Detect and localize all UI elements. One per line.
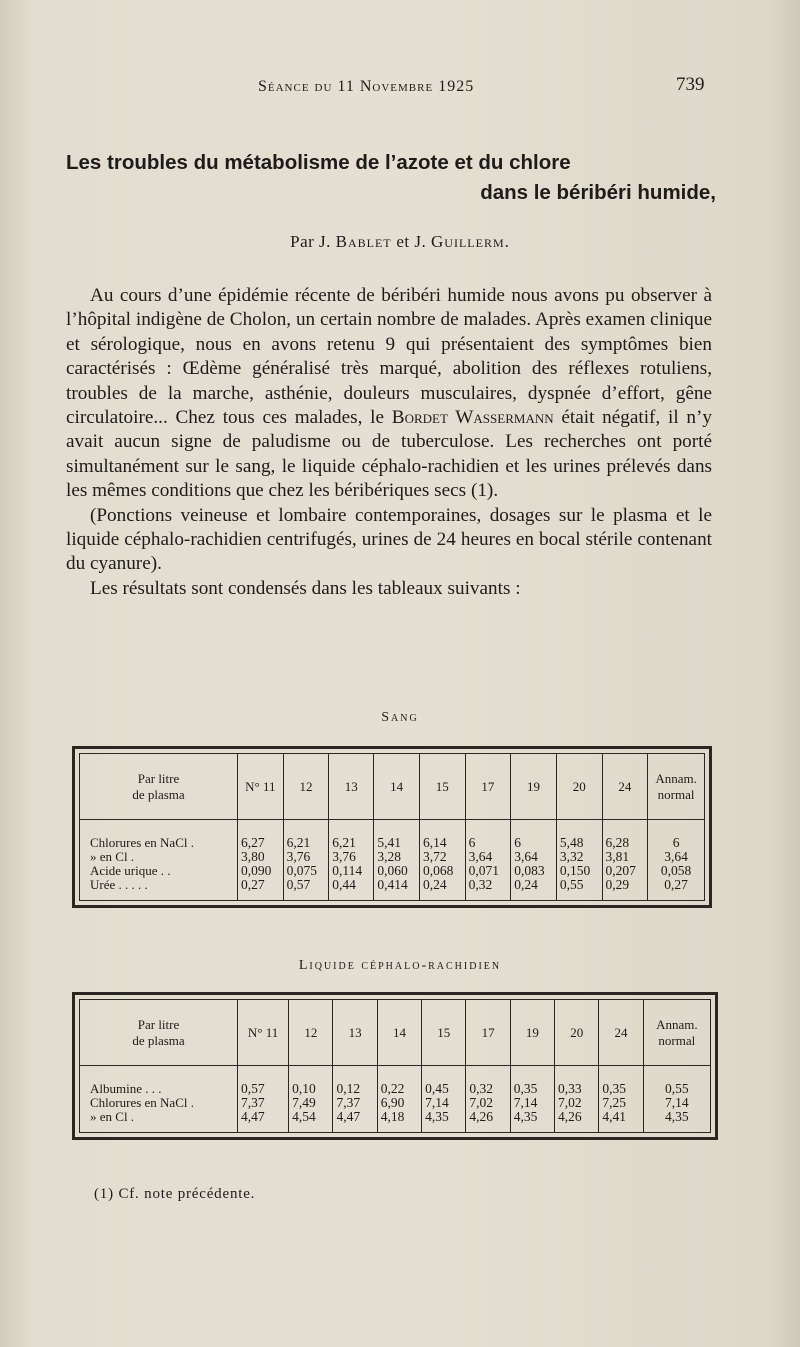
sang-col-header: 15 xyxy=(419,754,465,820)
sang-col-header-normal: Annam. normal xyxy=(648,754,705,820)
table-cell: 4,35 xyxy=(643,1110,710,1124)
paragraph-1-part-b: était négatif, il n’y avait aucun signe de paludisme ou de tuberculose. Les recherches ont porté simultanément sur le sang, le liquide céphalo-rachidien et les urines prélevés dans les mêmes conditions que chez les béribériques secs (1). xyxy=(66,407,713,502)
lcr-header-row xyxy=(80,1000,711,1066)
table-cell: 0,12 xyxy=(333,1082,377,1096)
table-cell: 3,64 xyxy=(511,850,557,864)
table-cell: 3,76 xyxy=(329,850,374,864)
sang-col-header: 19 xyxy=(511,754,557,820)
table-cell: 0,27 xyxy=(238,878,284,892)
table-cell: 0,32 xyxy=(465,878,511,892)
table-cell: 5,41 xyxy=(374,836,420,850)
table-cell: 4,35 xyxy=(510,1110,554,1124)
table-row xyxy=(80,1096,711,1110)
article-title-line-2: dans le béribéri humide, xyxy=(480,181,716,204)
byline-and: et J. xyxy=(396,232,427,251)
table-cell: 0,57 xyxy=(283,878,329,892)
paragraph-2: (Ponctions veineuse et lombaire contemporaines, dosages sur le plasma et le liquide céphalo-rachidien centrifugés, urines de 24 heures en bocal stérile contenant du cyanure). xyxy=(66,504,712,575)
table-cell: 4,47 xyxy=(238,1110,289,1124)
table-cell: 0,32 xyxy=(466,1082,510,1096)
lcr-col-header: 15 xyxy=(422,1000,466,1066)
table-cell: 4,26 xyxy=(555,1110,599,1124)
lcr-col-header: 19 xyxy=(510,1000,554,1066)
lcr-col-header: 13 xyxy=(333,1000,377,1066)
table-cell: 0,24 xyxy=(511,878,557,892)
table-cell: 0,27 xyxy=(648,878,705,892)
spacer-row xyxy=(80,1124,711,1133)
table-cell: 4,35 xyxy=(422,1110,466,1124)
row-label: Acide urique . . xyxy=(90,863,171,878)
table-cell: 0,24 xyxy=(419,878,465,892)
table-cell: 3,76 xyxy=(283,850,329,864)
lcr-header-label: Par litre de plasma xyxy=(80,1000,238,1066)
table-cell: 7,02 xyxy=(555,1096,599,1110)
page-header xyxy=(0,72,800,102)
table-cell: 6,14 xyxy=(419,836,465,850)
table-cell: 0,33 xyxy=(555,1082,599,1096)
sang-section-title: Sang xyxy=(381,710,419,725)
byline xyxy=(0,232,800,252)
table-cell: 7,14 xyxy=(510,1096,554,1110)
table-cell: 0,57 xyxy=(238,1082,289,1096)
row-label: Albumine . . . xyxy=(90,1081,162,1096)
table-cell: 7,37 xyxy=(238,1096,289,1110)
sang-spacer-row xyxy=(80,820,705,837)
table-cell: 3,81 xyxy=(602,850,648,864)
table-cell: 6,21 xyxy=(329,836,374,850)
row-label: Urée . . . . . xyxy=(90,877,148,892)
table-cell: 0,058 xyxy=(648,864,705,878)
table-cell: 0,207 xyxy=(602,864,648,878)
table-cell: 0,075 xyxy=(283,864,329,878)
sang-col-header: 12 xyxy=(283,754,329,820)
table-cell: 0,55 xyxy=(643,1082,710,1096)
table-cell: 0,083 xyxy=(511,864,557,878)
sang-col-header: 13 xyxy=(329,754,374,820)
page-number: 739 xyxy=(676,74,705,95)
table-cell: 4,18 xyxy=(377,1110,421,1124)
table-cell: 0,090 xyxy=(238,864,284,878)
table-cell: 0,29 xyxy=(602,878,648,892)
sang-col-header: 14 xyxy=(374,754,420,820)
footnote: (1) Cf. note précédente. xyxy=(94,1186,256,1202)
lcr-col-header: 12 xyxy=(289,1000,333,1066)
table-cell: 0,35 xyxy=(510,1082,554,1096)
table-cell: 4,54 xyxy=(289,1110,333,1124)
lcr-col-header: 17 xyxy=(466,1000,510,1066)
author-1: Bablet xyxy=(335,232,392,251)
row-label: Chlorures en NaCl . xyxy=(90,835,194,850)
table-cell: 3,80 xyxy=(238,850,284,864)
table-cell: 7,25 xyxy=(599,1096,643,1110)
sang-header-label: Par litre de plasma xyxy=(80,754,238,820)
table-cell: 0,55 xyxy=(556,878,602,892)
lcr-col-header: 24 xyxy=(599,1000,643,1066)
table-row xyxy=(80,864,705,878)
table-cell: 0,35 xyxy=(599,1082,643,1096)
lcr-table-frame xyxy=(72,992,718,1140)
paragraph-1-part-a: Au cours d’une épidémie récente de béribéri humide nous avons pu observer à l’hôpital indigène de Cholon, un certain nombre de malades. Après examen clinique et sérologique, nous en avons retenu 9 qui présentaient des symptômes bien caractérisés : Œdème généralisé très marqué, abolition des réflexes rotuliens, troubles de la marche, asthénie, douleurs musculaires, dyspnée d’effort, gêne circulatoire... Chez tous ces malades, le xyxy=(66,285,712,429)
table-cell: 3,28 xyxy=(374,850,420,864)
table-cell: 0,150 xyxy=(556,864,602,878)
article-title-line-1: Les troubles du métabolisme de l’azote et du chlore xyxy=(66,151,571,174)
table-row xyxy=(80,1082,711,1096)
table-row xyxy=(80,850,705,864)
table-cell: 0,114 xyxy=(329,864,374,878)
sang-col-header: 20 xyxy=(556,754,602,820)
sang-header-row xyxy=(80,754,705,820)
article-title xyxy=(66,148,716,208)
table-cell: 6 xyxy=(511,836,557,850)
table-cell: 7,14 xyxy=(643,1096,710,1110)
paragraph-3: Les résultats sont condensés dans les tableaux suivants : xyxy=(90,577,521,599)
table-cell: 3,32 xyxy=(556,850,602,864)
paragraph-1 xyxy=(66,284,712,504)
lcr-table xyxy=(79,999,711,1133)
table-cell: 4,41 xyxy=(599,1110,643,1124)
lcr-section-title: Liquide céphalo-rachidien xyxy=(298,958,502,973)
sang-table-frame xyxy=(72,746,712,908)
table-cell: 5,48 xyxy=(556,836,602,850)
table-row xyxy=(80,878,705,892)
lcr-col-header: 14 xyxy=(377,1000,421,1066)
table-cell: 0,060 xyxy=(374,864,420,878)
table-row xyxy=(80,1110,711,1124)
byline-prefix: Par J. xyxy=(290,232,331,251)
table-cell: 7,49 xyxy=(289,1096,333,1110)
lcr-table-body xyxy=(80,1066,711,1133)
table-cell: 6,21 xyxy=(283,836,329,850)
table-cell: 6,28 xyxy=(602,836,648,850)
table-cell: 6,27 xyxy=(238,836,284,850)
table-cell: 0,414 xyxy=(374,878,420,892)
table-cell: 4,26 xyxy=(466,1110,510,1124)
table-cell: 6 xyxy=(465,836,511,850)
row-label: » en Cl . xyxy=(90,849,135,864)
table-cell: 3,72 xyxy=(419,850,465,864)
table-cell: 7,37 xyxy=(333,1096,377,1110)
row-label: » en Cl . xyxy=(90,1109,135,1124)
sang-table-body xyxy=(80,820,705,901)
spacer-row xyxy=(80,892,705,901)
table-cell: 6,90 xyxy=(377,1096,421,1110)
table-cell: 0,071 xyxy=(465,864,511,878)
row-label: Chlorures en NaCl . xyxy=(90,1095,194,1110)
lcr-col-header-normal: Annam. normal xyxy=(643,1000,710,1066)
table-row xyxy=(80,836,705,850)
running-title: Séance du 11 Novembre 1925 xyxy=(258,78,475,95)
table-cell: 0,10 xyxy=(289,1082,333,1096)
article-body xyxy=(66,284,712,601)
sang-col-header: N° 11 xyxy=(238,754,284,820)
sang-col-header: 17 xyxy=(465,754,511,820)
lcr-col-header: 20 xyxy=(555,1000,599,1066)
table-cell: 7,02 xyxy=(466,1096,510,1110)
table-cell: 7,14 xyxy=(422,1096,466,1110)
bordet-wassermann: Bordet Wassermann xyxy=(391,407,554,429)
table-cell: 3,64 xyxy=(465,850,511,864)
table-cell: 0,45 xyxy=(422,1082,466,1096)
table-cell: 6 xyxy=(648,836,705,850)
table-cell: 0,44 xyxy=(329,878,374,892)
lcr-col-header: N° 11 xyxy=(238,1000,289,1066)
sang-col-header: 24 xyxy=(602,754,648,820)
table-cell: 4,47 xyxy=(333,1110,377,1124)
author-2: Guillerm. xyxy=(431,232,510,251)
lcr-spacer-row xyxy=(80,1066,711,1083)
table-cell: 0,068 xyxy=(419,864,465,878)
sang-table xyxy=(79,753,705,901)
table-cell: 0,22 xyxy=(377,1082,421,1096)
table-cell: 3,64 xyxy=(648,850,705,864)
